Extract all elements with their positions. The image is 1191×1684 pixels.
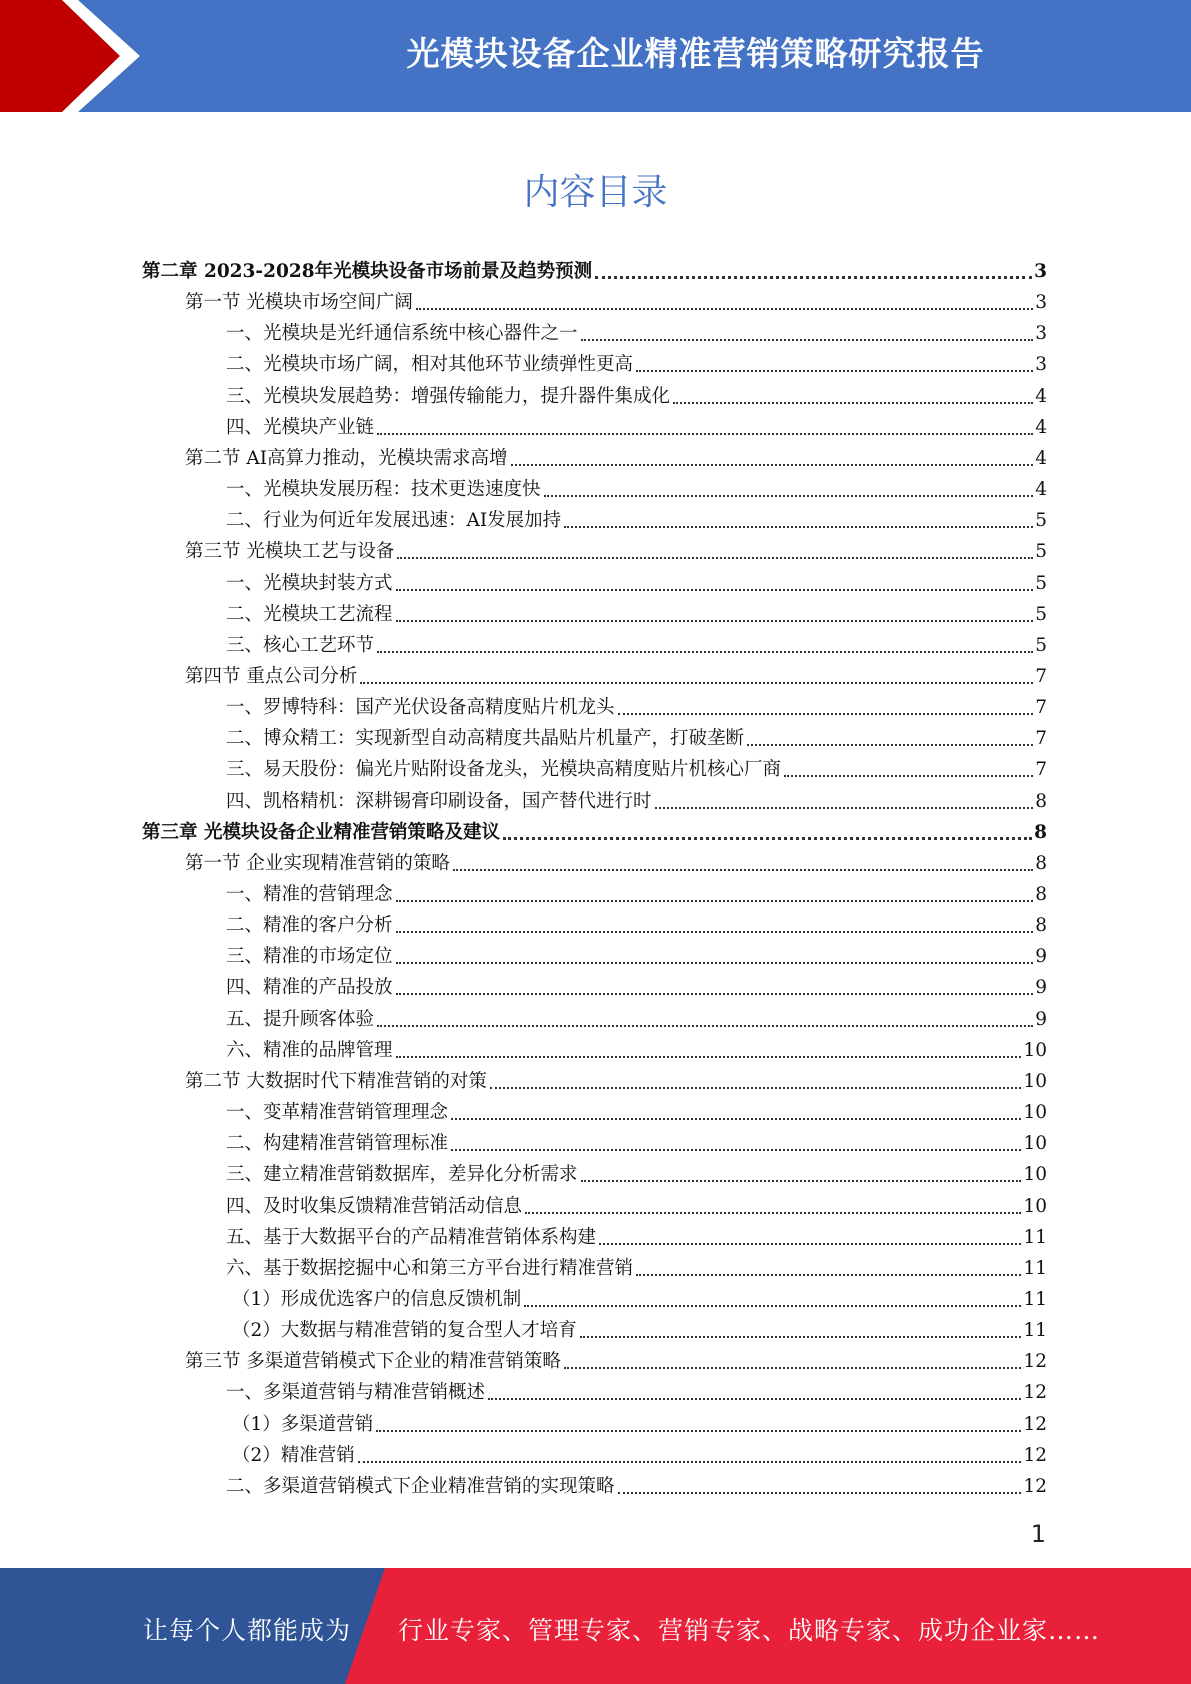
- toc-entry-label: 第一节 光模块市场空间广阔: [185, 292, 413, 314]
- toc-leader-dots: [396, 961, 1034, 964]
- toc-entry-label: 三、易天股份：偏光片贴附设备龙头，光模块高精度贴片机核心厂商: [226, 759, 782, 781]
- toc-leader-dots: [581, 1179, 1022, 1182]
- toc-leader-dots: [396, 899, 1034, 902]
- toc-leader-dots: [377, 432, 1033, 435]
- toc-entry[interactable]: [226, 627, 1047, 658]
- toc-entry-page: 12: [1023, 1413, 1047, 1435]
- toc-entry-page: 9: [1035, 946, 1047, 968]
- toc-entry-label: 四、凯格精机：深耕锡膏印刷设备，国产替代进行时: [226, 790, 652, 812]
- toc-entry-page: 3: [1035, 354, 1047, 376]
- toc-entry-page: 3: [1035, 323, 1047, 345]
- toc-entry-page: 7: [1035, 697, 1047, 719]
- toc-entry-page: 10: [1023, 1070, 1047, 1092]
- toc-entry[interactable]: [226, 1188, 1047, 1219]
- toc-entry-label: 五、提升顾客体验: [226, 1008, 375, 1030]
- toc-leader-dots: [396, 619, 1034, 622]
- toc-entry[interactable]: [185, 845, 1047, 876]
- toc-entry[interactable]: [226, 751, 1047, 782]
- toc-leader-dots: [525, 1211, 1021, 1214]
- toc-entry-label: （1）多渠道营销: [232, 1413, 374, 1435]
- toc-entry-label: 第二章 2023-2028年光模块设备市场前景及趋势预测: [142, 261, 593, 282]
- toc-entry[interactable]: [226, 783, 1047, 814]
- toc-entry-page: 8: [1035, 790, 1047, 812]
- toc-leader-dots: [396, 1055, 1022, 1058]
- toc-entry[interactable]: [226, 1156, 1047, 1187]
- toc-entry[interactable]: [185, 1063, 1047, 1094]
- toc-leader-dots: [453, 868, 1033, 871]
- toc-entry-label: 三、核心工艺环节: [226, 634, 375, 656]
- toc-entry-label: （1）形成优选客户的信息反馈机制: [232, 1288, 522, 1310]
- toc-entry-page: 12: [1023, 1444, 1047, 1466]
- toc-entry[interactable]: [226, 565, 1047, 596]
- toc-entry-label: 一、罗博特科：国产光伏设备高精度贴片机龙头: [226, 697, 615, 719]
- toc-entry-page: 11: [1023, 1226, 1047, 1248]
- toc-leader-dots: [376, 1429, 1021, 1432]
- toc-entry[interactable]: [226, 1374, 1047, 1405]
- toc-leader-dots: [511, 463, 1034, 466]
- toc-entry[interactable]: [232, 1406, 1047, 1437]
- toc-entry[interactable]: [185, 1343, 1047, 1374]
- toc-entry-page: 10: [1023, 1164, 1047, 1186]
- toc-entry[interactable]: [226, 471, 1047, 502]
- toc-entry[interactable]: [226, 1125, 1047, 1156]
- toc-entry[interactable]: [226, 1032, 1047, 1063]
- toc-entry[interactable]: [232, 1437, 1047, 1468]
- toc-leader-dots: [490, 1086, 1022, 1089]
- toc-entry-page: 7: [1035, 759, 1047, 781]
- toc-leader-dots: [397, 556, 1033, 559]
- toc-entry[interactable]: [226, 502, 1047, 533]
- toc-entry-page: 8: [1035, 852, 1047, 874]
- toc-entry-page: 10: [1023, 1133, 1047, 1155]
- toc-entry-page: 9: [1035, 1008, 1047, 1030]
- toc-entry-label: 二、行业为何近年发展迅速：AI发展加持: [226, 510, 562, 532]
- toc-entry-page: 5: [1035, 572, 1047, 594]
- toc-entry-label: 四、精准的产品投放: [226, 977, 393, 999]
- toc-entry[interactable]: [226, 1219, 1047, 1250]
- page-number: 1: [1030, 1520, 1046, 1548]
- toc-leader-dots: [503, 836, 1032, 840]
- toc-entry[interactable]: [226, 596, 1047, 627]
- toc-leader-dots: [488, 1397, 1021, 1400]
- toc-entry-label: 第二节 AI高算力推动，光模块需求高增: [185, 447, 508, 469]
- toc-entry[interactable]: [185, 658, 1047, 689]
- toc-leader-dots: [618, 1491, 1022, 1494]
- toc-entry-page: 4: [1035, 416, 1047, 438]
- toc-entry-page: 8: [1035, 884, 1047, 905]
- toc-entry-label: 第一节 企业实现精准营销的策略: [185, 852, 450, 874]
- toc-entry-label: 二、构建精准营销管理标准: [226, 1133, 449, 1155]
- toc-leader-dots: [377, 1024, 1033, 1027]
- header-title: 光模块设备企业精准营销策略研究报告: [406, 34, 985, 73]
- toc-entry[interactable]: [226, 907, 1047, 938]
- header-banner: [0, 0, 1191, 112]
- toc-leader-dots: [581, 338, 1034, 341]
- toc-leader-dots: [416, 307, 1033, 310]
- toc-entry[interactable]: [226, 1001, 1047, 1032]
- toc-entry-label: 第二节 大数据时代下精准营销的对策: [185, 1070, 487, 1092]
- footer-slogan-left: 让每个人都能成为: [143, 1616, 352, 1645]
- toc-entry-label: 五、基于大数据平台的产品精准营销体系构建: [226, 1226, 597, 1248]
- toc-entry-label: 一、光模块封装方式: [226, 572, 393, 594]
- toc-leader-dots: [396, 930, 1034, 933]
- toc-entry-label: 第三节 光模块工艺与设备: [185, 541, 395, 563]
- toc-leader-dots: [377, 650, 1033, 653]
- toc-leader-dots: [360, 681, 1033, 684]
- toc-entry-page: 11: [1023, 1320, 1047, 1342]
- footer-banner: [0, 1568, 1191, 1684]
- toc-leader-dots: [451, 1117, 1021, 1120]
- toc-entry-page: 9: [1035, 977, 1047, 999]
- toc-entry-page: 11: [1023, 1257, 1047, 1279]
- toc-entry-label: 一、精准的营销理念: [226, 884, 393, 905]
- toc-entry[interactable]: [185, 533, 1047, 564]
- toc-entry-label: 一、光模块发展历程：技术更迭速度快: [226, 479, 541, 501]
- toc-entry-page: 5: [1035, 541, 1047, 563]
- toc-entry-page: 5: [1035, 603, 1047, 625]
- toc-entry-page: 3: [1035, 292, 1047, 314]
- toc-leader-dots: [396, 992, 1034, 995]
- toc-entry-page: 5: [1035, 634, 1047, 656]
- toc-entry-label: 三、建立精准营销数据库，差异化分析需求: [226, 1164, 578, 1186]
- toc-entry[interactable]: [226, 315, 1047, 346]
- toc-entry-page: 4: [1035, 385, 1047, 407]
- toc-leader-dots: [618, 712, 1034, 715]
- toc-entry-page: 8: [1034, 821, 1047, 843]
- toc-entry[interactable]: [226, 378, 1047, 409]
- toc-entry-label: 一、多渠道营销与精准营销概述: [226, 1382, 486, 1404]
- toc-entry-label: 六、精准的品牌管理: [226, 1039, 393, 1061]
- toc-entry[interactable]: [226, 938, 1047, 969]
- toc-entry[interactable]: [226, 720, 1047, 751]
- toc-entry-label: 三、精准的市场定位: [226, 946, 393, 968]
- toc-leader-dots: [655, 806, 1034, 809]
- toc-entry-page: 10: [1023, 1039, 1047, 1061]
- toc-leader-dots: [451, 1148, 1021, 1151]
- toc-entry-page: 7: [1035, 665, 1047, 687]
- toc-entry-label: 四、及时收集反馈精准营销活动信息: [226, 1195, 523, 1217]
- toc-entry[interactable]: [226, 1250, 1047, 1281]
- toc-entry-page: 12: [1023, 1351, 1047, 1373]
- toc-entry-label: 六、基于数据挖掘中心和第三方平台进行精准营销: [226, 1257, 634, 1279]
- toc-leader-dots: [636, 369, 1033, 372]
- toc-entry[interactable]: [226, 409, 1047, 440]
- toc-leader-dots: [544, 494, 1034, 497]
- toc-entry-page: 10: [1023, 1102, 1047, 1124]
- toc-entry-label: 三、光模块发展趋势：增强传输能力，提升器件集成化: [226, 385, 671, 407]
- toc-entry-label: 二、多渠道营销模式下企业精准营销的实现策略: [226, 1475, 615, 1497]
- toc-leader-dots: [595, 275, 1032, 279]
- toc-entry-page: 12: [1023, 1382, 1047, 1404]
- toc-leader-dots: [636, 1273, 1021, 1276]
- toc-entry[interactable]: [185, 440, 1047, 471]
- toc-entry-label: 第四节 重点公司分析: [185, 665, 358, 687]
- toc-leader-dots: [564, 525, 1033, 528]
- toc-heading: 内容目录: [523, 172, 668, 213]
- toc-leader-dots: [747, 743, 1033, 746]
- toc-entry[interactable]: [226, 689, 1047, 720]
- toc-entry-page: 12: [1023, 1475, 1047, 1497]
- toc-entry-label: 四、光模块产业链: [226, 416, 375, 438]
- footer-slogan-right: 行业专家、管理专家、营销专家、战略专家、成功企业家……: [398, 1616, 1101, 1645]
- toc-entry[interactable]: [185, 284, 1047, 315]
- toc-entry[interactable]: [232, 1281, 1047, 1312]
- toc-entry-label: 二、光模块工艺流程: [226, 603, 393, 625]
- toc-entry[interactable]: [226, 346, 1047, 377]
- toc-leader-dots: [564, 1366, 1022, 1369]
- toc-leader-dots: [784, 774, 1033, 777]
- toc-entry[interactable]: [142, 253, 1047, 284]
- toc-entry-label: 一、变革精准营销管理理念: [226, 1102, 449, 1124]
- toc-leader-dots: [599, 1242, 1021, 1245]
- toc-entry-label: 二、博众精工：实现新型自动高精度共晶贴片机量产，打破垄断: [226, 728, 745, 750]
- toc-leader-dots: [524, 1304, 1021, 1307]
- toc-leader-dots: [358, 1460, 1022, 1463]
- toc-entry-page: 4: [1035, 447, 1047, 469]
- toc-entry-page: 7: [1035, 728, 1047, 750]
- toc-leader-dots: [580, 1335, 1022, 1338]
- toc-entry-label: 一、光模块是光纤通信系统中核心器件之一: [226, 323, 578, 345]
- toc-entry-page: 11: [1023, 1288, 1047, 1310]
- toc-entry-label: 二、精准的客户分析: [226, 915, 393, 937]
- toc-leader-dots: [396, 588, 1034, 591]
- toc-entry-page: 8: [1035, 915, 1047, 937]
- toc-leader-dots: [673, 401, 1033, 404]
- arrow-decoration-icon: [0, 0, 160, 112]
- toc-entry[interactable]: [142, 814, 1047, 845]
- toc-entry-label: （2）大数据与精准营销的复合型人才培育: [232, 1320, 577, 1342]
- toc-entry-page: 5: [1035, 510, 1047, 532]
- toc-entry-label: （2）精准营销: [232, 1444, 355, 1466]
- toc-entry[interactable]: [226, 1468, 1047, 1499]
- toc-entry[interactable]: [226, 1094, 1047, 1125]
- toc-entry[interactable]: [232, 1312, 1047, 1343]
- toc-entry[interactable]: [226, 876, 1047, 907]
- toc-entry-label: 二、光模块市场广阔，相对其他环节业绩弹性更高: [226, 354, 634, 376]
- toc-entry-page: 4: [1035, 479, 1047, 501]
- toc-entry-label: 第三节 多渠道营销模式下企业的精准营销策略: [185, 1351, 561, 1373]
- toc-entry-page: 3: [1034, 261, 1047, 282]
- toc-entry-page: 10: [1023, 1195, 1047, 1217]
- toc-entry-label: 第三章 光模块设备企业精准营销策略及建议: [142, 821, 500, 843]
- toc-entry[interactable]: [226, 969, 1047, 1000]
